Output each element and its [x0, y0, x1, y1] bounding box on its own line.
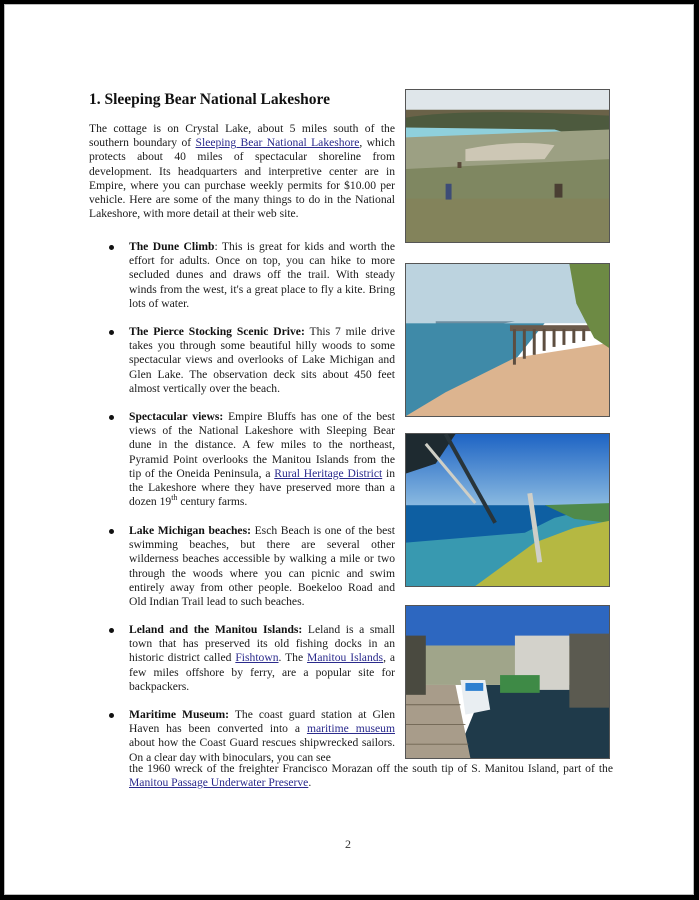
- bullet-text: century farms.: [177, 495, 248, 509]
- fishtown-leland-photo: [405, 605, 610, 759]
- maritime-museum-link[interactable]: maritime museum: [306, 722, 395, 736]
- bullet-maritime-museum: [129, 708, 395, 765]
- bullet-text: Esch Beach is one of the best swimming beaches, but there are several other wilderness beaches accessible by walking a mile or two through the woods where you can picnic and swim entirely away from other people. Boekeloo Road and Old Indian Trail lead to such beaches.: [129, 524, 395, 609]
- bullet-text: : This is great for kids and worth the effort for adults. Once on top, you can hike to more secluded dunes and draws off the trail. With steady winds from the west, it's a great place to fly a kite. Bring lots of water.: [129, 240, 395, 310]
- bullet-text: Leland is a small town that has preserved its old fishing docks in an historic district called: [129, 623, 396, 665]
- bullet-text: The coast guard station at Glen Haven has been converted into a: [129, 708, 395, 736]
- bullet-leland: [129, 623, 395, 694]
- bullet-text: , a few miles offshore by ferry, are a popular site for backpackers.: [129, 651, 396, 693]
- bullet-text: the 1960 wreck of the freighter Francisco Morazan off the south tip of S. Manitou Island, part of the: [129, 762, 613, 775]
- bullet-icon: [109, 713, 114, 718]
- fishtown-link[interactable]: Fishtown: [235, 651, 279, 665]
- section-heading: 1. Sleeping Bear National Lakeshore: [89, 91, 330, 108]
- intro-paragraph: [89, 122, 395, 221]
- intro-text-cont: , which protects about 40 miles of spectacular shoreline from development. Its headquarters and interpretive center are in Empire, where you can purchase weekly permits for $10.00 per vehicle. Here are some of the many things to do in the National Lakeshore, with more detail at their web site.: [89, 136, 395, 221]
- bullet-text: Empire Bluffs has one of the best views of the National Lakeshore with Sleeping Bear dune in the distance. A few miles to the northeast, Pyramid Point overlooks the Manitou Islands from the tip of the Oneida Peninsula, a: [129, 410, 396, 480]
- intro-text: The cottage is on Crystal Lake, about 5 miles south of the southern boundary of: [89, 122, 395, 150]
- rural-heritage-district-link[interactable]: Rural Heritage District: [274, 466, 383, 480]
- page-number: 2: [345, 837, 351, 851]
- bullet-icon: [109, 330, 114, 335]
- bullet-scenic-drive: [129, 325, 395, 396]
- bullet-title: Leland and the Manitou Islands:: [129, 623, 303, 636]
- bullet-text: in the Lakeshore where they have preserved more than a dozen 19: [129, 466, 395, 509]
- bullet-maritime-museum-continued: [129, 762, 613, 790]
- bullet-icon: [109, 415, 114, 420]
- bullet-title: The Dune Climb: [129, 240, 215, 253]
- bullet-text: This 7 mile drive takes you through some beautiful hilly woods to some spectacular views and overlooks of Lake Michigan and Glen Lake. The observation deck sits about 450 feet almost vertically over the beach.: [129, 325, 395, 395]
- superscript: th: [171, 493, 178, 503]
- manitou-passage-preserve-link[interactable]: Manitou Passage Underwater Preserve: [129, 776, 309, 790]
- bullet-dune-climb: [129, 240, 395, 311]
- bullet-spectacular-views: [129, 410, 395, 509]
- bullet-icon: [109, 245, 114, 250]
- document-page: [4, 4, 694, 895]
- scenic-drive-overlook-photo: [405, 263, 610, 417]
- bullet-text: about how the Coast Guard rescues shipwrecked sailors. On a clear day with binoculars, you can see: [129, 736, 395, 764]
- bullet-icon: [109, 529, 114, 534]
- bullet-text: .: [308, 776, 312, 790]
- lakeshore-view-photo: [405, 433, 610, 587]
- bullet-title: Spectacular views:: [129, 410, 224, 423]
- bullet-title: Lake Michigan beaches:: [129, 524, 251, 537]
- bullet-title: The Pierce Stocking Scenic Drive:: [129, 325, 305, 338]
- bullet-icon: [109, 628, 114, 633]
- sleeping-bear-link[interactable]: Sleeping Bear National Lakeshore: [195, 136, 360, 150]
- manitou-islands-link[interactable]: Manitou Islands: [307, 651, 384, 665]
- bullet-beaches: [129, 524, 395, 609]
- dune-climb-photo: [405, 89, 610, 243]
- bullet-title: Maritime Museum:: [129, 708, 230, 721]
- bullet-text: . The: [278, 651, 308, 665]
